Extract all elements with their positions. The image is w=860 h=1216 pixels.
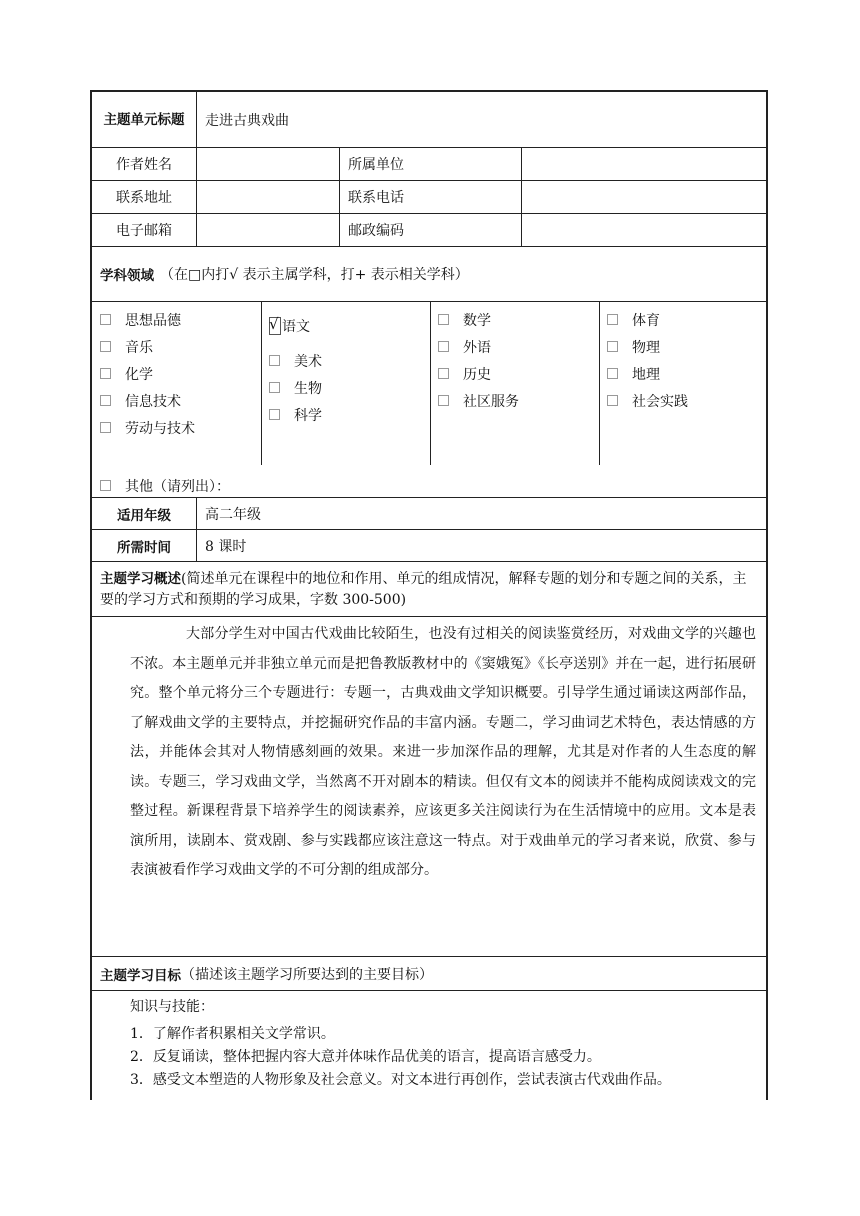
goals-subheading: 知识与技能： [130, 999, 214, 1015]
checkbox-icon[interactable] [438, 395, 449, 406]
goal-item: 2．反复诵读，整体把握内容大意并体味作品优美的语言，提高语言感受力。 [130, 1049, 601, 1065]
subject-option[interactable]: 体育 [607, 306, 767, 333]
subject-heading-row [92, 247, 766, 302]
email-row [92, 214, 766, 247]
unit-label: 所属单位 [339, 148, 521, 180]
subject-column-4 [607, 302, 767, 414]
checkbox-icon[interactable] [100, 341, 111, 352]
postcode-label: 邮政编码 [339, 214, 521, 246]
subject-option[interactable]: 社会实践 [607, 387, 767, 414]
time-value: 8 课时 [196, 530, 766, 561]
goals-heading-label: 主题学习目标 [100, 967, 181, 984]
checkbox-icon[interactable] [438, 368, 449, 379]
checkbox-icon[interactable] [100, 422, 111, 433]
title-row [92, 92, 766, 148]
author-value [196, 148, 339, 180]
checkbox-icon[interactable] [100, 395, 111, 406]
checkbox-icon[interactable] [100, 368, 111, 379]
subject-option[interactable]: 外语 [438, 333, 598, 360]
overview-description: (简述单元在课程中的地位和作用、单元的组成情况，解释专题的划分和专题之间的关系，主要的学习方式和预期的学习成果，字数 300-500) [100, 571, 747, 608]
email-label: 电子邮箱 [116, 223, 172, 239]
grade-label: 适用年级 [117, 507, 171, 524]
goal-item: 1．了解作者积累相关文学常识。 [130, 1026, 335, 1042]
overview-body-row [92, 617, 766, 957]
subject-option-checked[interactable]: √ 语文 [269, 315, 310, 335]
subject-option[interactable]: 数学 [438, 306, 598, 333]
checkbox-icon[interactable] [438, 314, 449, 325]
goals-description: （描述该主题学习所要达到的主要目标） [181, 966, 433, 983]
unit-value [521, 148, 766, 180]
subject-column-divider [261, 302, 262, 465]
subject-option[interactable]: 历史 [438, 360, 598, 387]
subject-column-divider [599, 302, 600, 465]
goals-heading [92, 957, 766, 990]
checkbox-icon[interactable] [269, 355, 280, 366]
subject-option[interactable]: 科学 [269, 401, 429, 428]
subject-option[interactable]: 音乐 [100, 333, 260, 360]
time-row [92, 530, 766, 562]
checkbox-icon[interactable] [438, 341, 449, 352]
subject-other[interactable]: 其他（请列出）： [100, 472, 230, 499]
subject-heading [92, 247, 766, 301]
subject-option[interactable]: 生物 [269, 374, 429, 401]
subject-column-2 [269, 302, 429, 428]
subject-instruction: （在□内打√ 表示主属学科，打+ 表示相关学科） [160, 267, 469, 283]
overview-body: 大部分学生对中国古代戏曲比较陌生，也没有过相关的阅读鉴赏经历，对戏曲文学的兴趣也不浓。本主题单元并非独立单元而是把鲁教版教材中的《窦娥冤》《长亭送别》并在一起，进行拓展研究。整个单元将分三个专题进行：专题一，古典戏曲文学知识概要。引导学生通过诵读这两部作品，了解戏曲文学的主要特点，并挖掘研究作品的丰富内涵。专题二，学习曲词艺术特色，表达情感的方法，并能体会其对人物情感刻画的效果。来进一步加深作品的理解，尤其是对作者的人生态度的解读。专题三，学习戏曲文学，当然离不开对剧本的精读。但仅有文本的阅读并不能构成阅读戏文的完整过程。新课程背景下培养学生的阅读素养，应该更多关注阅读行为在生活情境中的应用。文本是表演所用，读剧本、赏戏剧、参与实践都应该注意这一特点。对于戏曲单元的学习者来说，欣赏、参与表演被看作学习戏曲文学的不可分割的组成部分。 [130, 626, 756, 878]
subject-option[interactable]: 美术 [269, 347, 429, 374]
email-value [196, 214, 339, 246]
address-label: 联系地址 [116, 190, 172, 206]
goals-body [92, 991, 766, 1102]
subject-option[interactable]: 化学 [100, 360, 260, 387]
checkbox-icon[interactable] [607, 368, 618, 379]
author-label: 作者姓名 [116, 157, 172, 173]
checkbox-icon[interactable] [607, 314, 618, 325]
goal-item: 3．感受文本塑造的人物形象及社会意义。对文本进行再创作，尝试表演古代戏曲作品。 [130, 1072, 671, 1088]
postcode-value [521, 214, 766, 246]
address-row [92, 181, 766, 214]
address-value [196, 181, 339, 213]
subject-heading-label: 学科领域 [100, 268, 154, 284]
overview-heading-label: 主题学习概述 [100, 571, 181, 587]
subject-grid-row [92, 302, 766, 498]
overview-heading [100, 569, 760, 611]
goals-heading-row [92, 957, 766, 991]
subject-column-1 [100, 302, 260, 441]
author-row [92, 148, 766, 181]
checkbox-icon[interactable] [100, 314, 111, 325]
unit-design-table [90, 90, 768, 1100]
grade-value: 高二年级 [196, 498, 766, 529]
subject-option[interactable]: 地理 [607, 360, 767, 387]
phone-label: 联系电话 [339, 181, 521, 213]
title-value: 走进古典戏曲 [196, 92, 766, 147]
checkbox-icon[interactable] [100, 480, 111, 491]
checked-box-icon[interactable]: √ [269, 317, 281, 335]
phone-value [521, 181, 766, 213]
grade-row [92, 498, 766, 530]
subject-column-3 [438, 302, 598, 414]
checkbox-icon[interactable] [269, 382, 280, 393]
title-label: 主题单元标题 [103, 111, 185, 128]
checkbox-icon[interactable] [607, 395, 618, 406]
subject-option[interactable]: 社区服务 [438, 387, 598, 414]
overview-heading-row [92, 562, 766, 617]
time-label: 所需时间 [117, 539, 171, 556]
subject-option[interactable]: 物理 [607, 333, 767, 360]
checkbox-icon[interactable] [269, 409, 280, 420]
subject-option[interactable]: 劳动与技术 [100, 414, 260, 441]
checkbox-icon[interactable] [607, 341, 618, 352]
subject-option[interactable]: 信息技术 [100, 387, 260, 414]
subject-option[interactable]: 思想品德 [100, 306, 260, 333]
subject-column-divider [430, 302, 431, 465]
